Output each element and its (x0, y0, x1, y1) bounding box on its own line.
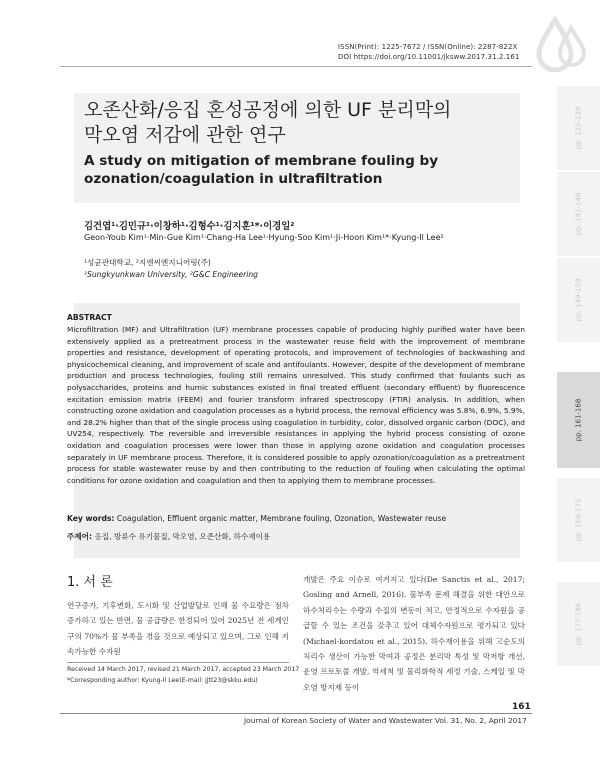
keywords-korean-text: 응집, 방류수 유기물질, 막오염, 오존산화, 하수재이용 (94, 532, 271, 541)
keywords-english (67, 514, 446, 523)
abstract-heading: ABSTRACT (67, 313, 112, 322)
issn-line: ISSN(Print): 1225-7672 / ISSN(Online): 2287-822X (338, 43, 518, 51)
doi-line: DOI https://doi.org/10.11001/jksww.2017.31.2.161 (338, 53, 520, 61)
page-number: 161 (512, 702, 531, 712)
issn-doi-block (338, 42, 519, 62)
abstract-text: Microfiltration (MF) and Ultrafiltration (UF) membrane processes capable of producing highly purified water have been extensively applied as a pretreatment process in the wastewater reuse field with the improvement of membrane properties and resistance, development of operating protocols, and improvement of technologies of backwashing and physicochemical cleaning, and improvement of scale and antifoulants. However, despite of the development of membrane production and process technologies, fouling still remains unresolved. This study confirmed that foulants such as polysaccharides, proteins and humic substances existed in final treated effluent (secondary effluent) by fluorescence excitation emission matrix (FEEM) and fourier transform infrared spectroscopy (FTIR) analysis. In addition, when constructing ozone oxidation and coagulation processes as a hybrid process, the removal efficiency was 5.8%, 6.9%, 5.9%, and 28.2% higher than that of the single process using coagulation in turbidity, color, dissolved organic carbon (DOC), and UV254, respectively. The reversible and irreversible resistances in applying the hybrid process consisting of ozone oxidation and coagulation processes were lower than those in applying ozone oxidation and coagulation processes separately in UF membrane process. Therefore, it is considered possible to apply ozonation/coagulation as a pretreatment process for stable wastewater reuse by and then contributing to the reduction of fouling when calculating the optimal conditions for ozone oxidation and coagulation and then to applying them to membrane processes. (67, 325, 525, 485)
footnote-rule (67, 662, 289, 663)
intro-column-left: 연구증가, 기후변화, 도시화 및 산업발달로 인해 물 수요량은 점차 증가하고 있는 반면, 물 공급량은 한정되어 있어 2025년 전 세계인구의 70%가 물 부족을 겪을 것으로 예상되고 있으며, 그로 인해 지속가능한 수자원 (67, 601, 289, 657)
water-drop-logo-icon (533, 14, 591, 72)
affiliation-english: ¹Sungkyunkwan University, ²G&C Engineering (84, 270, 258, 279)
english-title: A study on mitigation of membrane fouling by ozonation/coagulation in ultrafiltration (84, 153, 439, 187)
side-tab-5[interactable] (557, 478, 600, 562)
section-heading-introduction: 1. 서 론 (67, 575, 113, 590)
side-tab-3[interactable] (557, 258, 600, 342)
keywords-korean-label: 주제어: (67, 532, 93, 541)
corresponding-author: *Corresponding author: Kyung-Il Lee(E-mail: jjtt23@skku.edu) (67, 677, 258, 684)
side-tab-label: pp. 141-148 (574, 192, 583, 236)
keywords-label: Key words: (67, 514, 115, 523)
received-dates: Received 14 March 2017, revised 21 March 2017, accepted 23 March 2017 (67, 666, 300, 673)
side-tab-label: pp. 125-139 (574, 106, 583, 150)
keywords-text: Coagulation, Effluent organic matter, Membrane fouling, Ozonation, Wastewater reuse (116, 514, 447, 523)
intro-column-right: 개발은 주요 이슈로 여겨지고 있다(De Sanctis et al., 2017; Gosling and Arnell, 2016). 물부족 문제 해결을 위한 대안으로 하수처리수는 수량과 수질의 변동이 적고, 안정적으로 수자원을 공급할 수 있는 조건을 갖추고 있어 대체수자원으로 평가되고 있다(Michael-kordatou et al., 2015). 하수재이용을 위해 고순도의 처리수 생산이 가능한 막여과 공정은 분리막 특성 및 막저항 개선, 운영 프로토콜 개발, 역세척 및 물리화학적 세정 기술, 스케일 및 막오염 방지제 등이 (303, 575, 525, 692)
authors-korean: 김건엽¹·김민규¹·이창하¹·김형수¹·김지훈¹*·이경일² (84, 221, 295, 232)
affiliation-korean: ¹성균관대학교, ²지앤씨엔지니어링(주) (84, 258, 211, 267)
footer-rule (60, 713, 532, 714)
authors-english: Geon-Youb Kim¹·Min-Gue Kim¹·Chang-Ha Lee¹·Hyung-Soo Kim¹·Ji-Hoon Kim¹*·Kyung-Il Lee² (84, 233, 444, 242)
side-tab-label: pp. 149-159 (574, 278, 583, 322)
side-tab-6[interactable] (557, 582, 600, 666)
side-tab-1[interactable] (557, 86, 600, 170)
korean-title-line-1: 오존산화/응집 혼성공정에 의한 UF 분리막의 (84, 99, 452, 121)
side-tab-4-active[interactable] (557, 372, 600, 468)
journal-citation: Journal of Korean Society of Water and Wastewater Vol. 31, No. 2, April 2017 (244, 716, 527, 725)
side-tab-label: pp. 177-186 (574, 602, 583, 646)
keywords-korean (67, 531, 270, 542)
korean-title (84, 98, 514, 148)
header-rule (60, 66, 532, 67)
side-tab-label: pp. 169-175 (574, 498, 583, 542)
side-tab-2[interactable] (557, 172, 600, 256)
korean-title-line-2: 막오염 저감에 관한 연구 (84, 124, 286, 146)
side-tab-label: pp. 161-168 (574, 398, 583, 442)
